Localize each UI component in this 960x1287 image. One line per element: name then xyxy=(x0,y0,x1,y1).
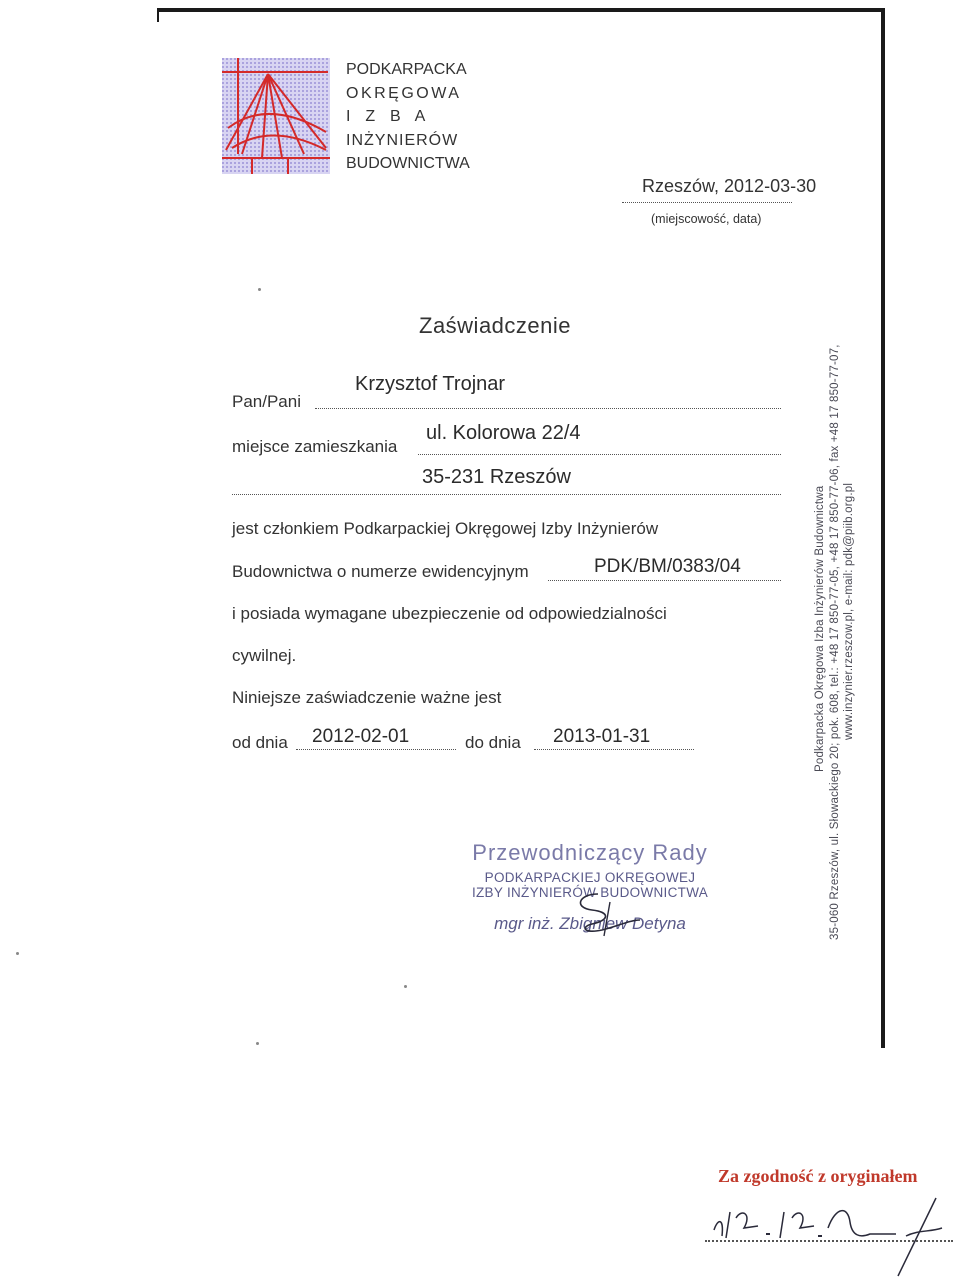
stamp-title: Przewodniczący Rady xyxy=(472,840,708,865)
validity-text: Niniejsze zaświadczenie ważne jest xyxy=(232,688,502,707)
scan-speck xyxy=(16,952,19,955)
membership-text: jest członkiem Podkarpackiej Okręgowej Izby Inżynierów xyxy=(232,519,659,538)
scan-speck xyxy=(256,1042,259,1045)
organization-name xyxy=(346,58,470,176)
valid-from-line xyxy=(296,749,456,750)
name-label: Pan/Pani xyxy=(232,392,301,411)
certification-stamp: Za zgodność z oryginałem xyxy=(718,1166,918,1186)
address-label: miejsce zamieszkania xyxy=(232,437,398,456)
organization-logo xyxy=(222,58,330,174)
org-line-1: PODKARPACKA xyxy=(346,61,467,78)
stamp-org-line-2: IZBY INŻYNIERÓW BUDOWNICTWA xyxy=(471,885,709,900)
org-line-5: BUDOWNICTWA xyxy=(346,155,470,172)
name-value: Krzysztof Trojnar xyxy=(355,373,506,395)
scan-speck xyxy=(404,985,407,988)
place-date-line xyxy=(622,202,792,203)
certification-line xyxy=(705,1240,953,1242)
page-title: Zaświadczenie xyxy=(419,313,572,338)
registration-line xyxy=(548,580,781,581)
address-value-1: ul. Kolorowa 22/4 xyxy=(426,422,581,444)
address-line-1 xyxy=(418,454,781,455)
name-line xyxy=(315,408,781,409)
sidebar-org: Podkarpacka Okręgowa Izba Inżynierów Budownictwa xyxy=(814,485,826,772)
document-frame-top xyxy=(157,8,885,12)
contact-sidebar xyxy=(813,344,857,940)
valid-to-value: 2013-01-31 xyxy=(553,726,651,747)
address-line-2 xyxy=(232,494,781,495)
insurance-text-2: cywilnej. xyxy=(232,646,297,665)
handwritten-signature xyxy=(540,880,650,950)
stamp-org-line-1: PODKARPACKIEJ OKRĘGOWEJ xyxy=(484,870,696,885)
stamp-signer: mgr inż. Zbigniew Detyna xyxy=(494,914,686,933)
org-line-4: INŻYNIERÓW xyxy=(346,131,459,149)
document-frame-corner xyxy=(157,8,159,22)
place-date-caption: (miejscowość, data) xyxy=(651,212,762,226)
place-date-value: Rzeszów, 2012-03-30 xyxy=(642,176,817,196)
org-line-3: I Z B A xyxy=(346,108,428,125)
certification-signature xyxy=(700,1178,960,1278)
insurance-text-1: i posiada wymagane ubezpieczenie od odpowiedzialności xyxy=(232,604,667,623)
valid-to-label: do dnia xyxy=(465,733,521,752)
scan-speck xyxy=(258,288,261,291)
valid-from-value: 2012-02-01 xyxy=(312,726,410,747)
sidebar-address: 35-060 Rzeszów, ul. Słowackiego 20; pok. 608, tel.: +48 17 850-77-05, +48 17 850-77-06, fax +48 17 850-77-07, xyxy=(828,344,841,940)
registration-label: Budownictwa o numerze ewidencyjnym xyxy=(232,562,529,581)
valid-to-line xyxy=(534,749,694,750)
valid-from-label: od dnia xyxy=(232,733,288,752)
registration-number: PDK/BM/0383/04 xyxy=(594,556,741,577)
sidebar-web: www.inzynier.rzeszow.pl, e-mail: pdk@piib.org.pl xyxy=(843,482,855,740)
address-value-2: 35-231 Rzeszów xyxy=(422,466,571,488)
document-frame-right xyxy=(881,8,885,1048)
org-line-2: OKRĘGOWA xyxy=(346,84,462,102)
